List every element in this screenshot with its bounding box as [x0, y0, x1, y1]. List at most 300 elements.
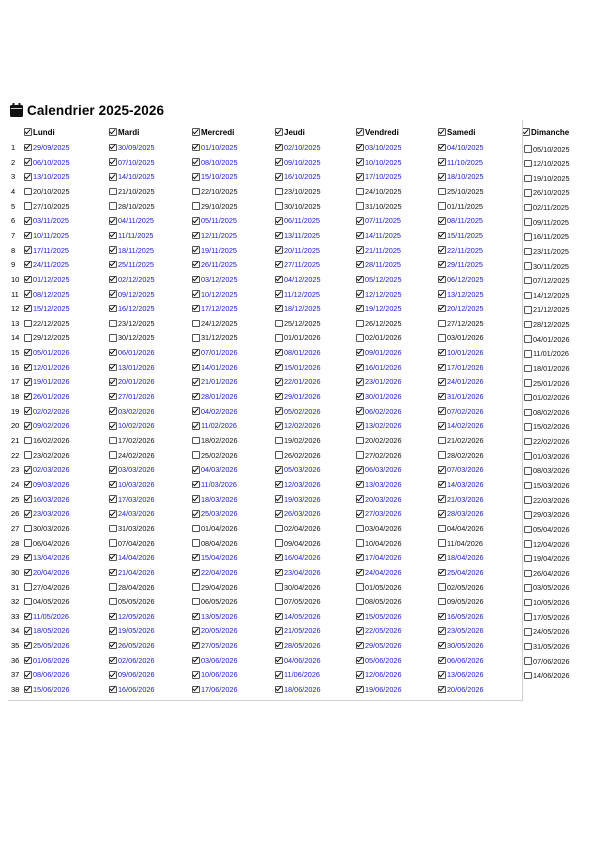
date-cell[interactable]: [356, 669, 402, 680]
checkbox[interactable]: [275, 481, 283, 489]
checkbox[interactable]: [24, 158, 32, 166]
checkbox[interactable]: [192, 202, 200, 210]
date-cell-dimanche[interactable]: [524, 275, 570, 286]
date-cell[interactable]: [109, 669, 155, 680]
date-cell-dimanche[interactable]: [524, 568, 570, 579]
checkbox[interactable]: [109, 569, 117, 577]
checkbox[interactable]: [524, 555, 532, 563]
date-cell[interactable]: [24, 391, 70, 402]
checkbox[interactable]: [275, 290, 283, 298]
date-cell[interactable]: [109, 538, 155, 549]
date-cell-dimanche[interactable]: [524, 290, 570, 301]
date-cell[interactable]: [275, 625, 321, 636]
checkbox[interactable]: [192, 525, 200, 533]
checkbox[interactable]: [356, 686, 364, 694]
checkbox[interactable]: [438, 495, 446, 503]
checkbox[interactable]: [24, 128, 32, 136]
checkbox[interactable]: [438, 246, 446, 254]
date-cell-dimanche[interactable]: [524, 582, 570, 593]
checkbox[interactable]: [24, 451, 32, 459]
date-cell[interactable]: [275, 347, 321, 358]
checkbox[interactable]: [192, 657, 200, 665]
checkbox[interactable]: [192, 671, 200, 679]
checkbox[interactable]: [109, 437, 117, 445]
checkbox[interactable]: [192, 188, 200, 196]
checkbox[interactable]: [524, 306, 532, 314]
date-cell[interactable]: [275, 655, 321, 666]
date-cell[interactable]: [192, 376, 238, 387]
date-cell[interactable]: [438, 538, 483, 549]
checkbox[interactable]: [524, 613, 532, 621]
checkbox[interactable]: [356, 334, 364, 342]
date-cell[interactable]: [109, 611, 155, 622]
date-cell[interactable]: [438, 274, 484, 285]
checkbox[interactable]: [109, 364, 117, 372]
checkbox[interactable]: [109, 393, 117, 401]
checkbox[interactable]: [192, 246, 200, 254]
checkbox[interactable]: [356, 144, 364, 152]
date-cell[interactable]: [275, 611, 321, 622]
date-cell[interactable]: [356, 318, 402, 329]
checkbox[interactable]: [438, 378, 446, 386]
checkbox[interactable]: [356, 451, 364, 459]
checkbox[interactable]: [275, 261, 283, 269]
date-cell[interactable]: [275, 582, 321, 593]
date-cell[interactable]: [275, 318, 321, 329]
checkbox[interactable]: [192, 173, 200, 181]
date-cell[interactable]: [438, 523, 484, 534]
date-cell[interactable]: [192, 142, 238, 153]
date-cell[interactable]: [356, 245, 401, 256]
checkbox[interactable]: [275, 320, 283, 328]
date-cell[interactable]: [275, 538, 321, 549]
date-cell-dimanche[interactable]: [524, 656, 570, 667]
date-cell[interactable]: [24, 215, 69, 226]
date-cell[interactable]: [275, 669, 320, 680]
date-cell-dimanche[interactable]: [524, 173, 570, 184]
checkbox[interactable]: [192, 422, 200, 430]
checkbox[interactable]: [438, 466, 446, 474]
checkbox[interactable]: [24, 173, 32, 181]
date-cell[interactable]: [109, 274, 155, 285]
date-cell[interactable]: [109, 391, 155, 402]
checkbox[interactable]: [524, 262, 532, 270]
date-cell[interactable]: [356, 684, 402, 695]
checkbox[interactable]: [24, 320, 32, 328]
checkbox[interactable]: [275, 437, 283, 445]
date-cell-dimanche[interactable]: [524, 231, 569, 242]
checkbox[interactable]: [275, 246, 283, 254]
date-cell[interactable]: [356, 201, 402, 212]
date-cell-dimanche[interactable]: [524, 334, 570, 345]
date-cell[interactable]: [356, 303, 402, 314]
date-cell[interactable]: [438, 230, 483, 241]
date-cell[interactable]: [438, 406, 484, 417]
date-cell[interactable]: [192, 523, 238, 534]
date-cell[interactable]: [438, 582, 484, 593]
date-cell[interactable]: [356, 655, 402, 666]
date-cell[interactable]: [24, 523, 70, 534]
checkbox[interactable]: [438, 642, 446, 650]
date-cell[interactable]: [356, 479, 402, 490]
checkbox[interactable]: [524, 526, 532, 534]
checkbox[interactable]: [192, 686, 200, 694]
checkbox[interactable]: [438, 188, 446, 196]
date-cell[interactable]: [438, 625, 484, 636]
date-cell[interactable]: [24, 230, 69, 241]
checkbox[interactable]: [192, 276, 200, 284]
checkbox[interactable]: [109, 598, 117, 606]
date-cell[interactable]: [356, 157, 402, 168]
date-cell[interactable]: [192, 289, 238, 300]
date-cell[interactable]: [438, 596, 484, 607]
date-cell[interactable]: [438, 391, 484, 402]
date-cell[interactable]: [192, 230, 237, 241]
checkbox[interactable]: [24, 305, 32, 313]
date-cell[interactable]: [275, 171, 321, 182]
checkbox[interactable]: [524, 570, 532, 578]
checkbox[interactable]: [109, 261, 117, 269]
checkbox[interactable]: [192, 232, 200, 240]
date-cell[interactable]: [192, 362, 238, 373]
date-cell[interactable]: [275, 391, 321, 402]
date-cell[interactable]: [438, 142, 484, 153]
checkbox[interactable]: [438, 290, 446, 298]
date-cell-dimanche[interactable]: [524, 524, 570, 535]
checkbox[interactable]: [109, 276, 117, 284]
checkbox[interactable]: [109, 627, 117, 635]
date-cell[interactable]: [109, 230, 153, 241]
date-cell-dimanche[interactable]: [524, 670, 570, 681]
checkbox[interactable]: [24, 232, 32, 240]
date-cell[interactable]: [109, 552, 155, 563]
checkbox[interactable]: [192, 569, 200, 577]
date-cell[interactable]: [109, 186, 155, 197]
date-cell[interactable]: [109, 464, 155, 475]
date-cell-dimanche[interactable]: [524, 407, 570, 418]
date-cell[interactable]: [24, 669, 70, 680]
checkbox[interactable]: [192, 407, 200, 415]
checkbox[interactable]: [438, 305, 446, 313]
checkbox[interactable]: [524, 218, 532, 226]
checkbox[interactable]: [192, 510, 200, 518]
checkbox[interactable]: [275, 554, 283, 562]
checkbox[interactable]: [24, 349, 32, 357]
checkbox[interactable]: [438, 128, 446, 136]
date-cell[interactable]: [24, 684, 70, 695]
checkbox[interactable]: [356, 217, 364, 225]
checkbox[interactable]: [275, 349, 283, 357]
checkbox[interactable]: [275, 569, 283, 577]
date-cell-dimanche[interactable]: [524, 495, 570, 506]
checkbox[interactable]: [192, 554, 200, 562]
checkbox[interactable]: [24, 378, 32, 386]
checkbox[interactable]: [438, 202, 446, 210]
checkbox[interactable]: [524, 657, 532, 665]
date-cell[interactable]: [438, 479, 484, 490]
checkbox[interactable]: [275, 539, 283, 547]
date-cell[interactable]: [24, 332, 70, 343]
date-cell[interactable]: [356, 494, 402, 505]
checkbox[interactable]: [356, 481, 364, 489]
checkbox[interactable]: [356, 261, 364, 269]
checkbox[interactable]: [524, 628, 532, 636]
date-cell[interactable]: [356, 289, 402, 300]
checkbox[interactable]: [356, 539, 364, 547]
checkbox[interactable]: [24, 569, 32, 577]
date-cell[interactable]: [24, 611, 69, 622]
checkbox[interactable]: [524, 409, 532, 417]
date-cell[interactable]: [192, 538, 238, 549]
date-cell[interactable]: [438, 508, 484, 519]
date-cell[interactable]: [356, 435, 402, 446]
checkbox[interactable]: [275, 334, 283, 342]
date-cell[interactable]: [438, 494, 484, 505]
checkbox[interactable]: [275, 598, 283, 606]
checkbox[interactable]: [192, 334, 200, 342]
checkbox[interactable]: [109, 320, 117, 328]
date-cell[interactable]: [109, 479, 155, 490]
date-cell[interactable]: [438, 552, 484, 563]
checkbox[interactable]: [24, 510, 32, 518]
checkbox[interactable]: [438, 320, 446, 328]
checkbox[interactable]: [109, 686, 117, 694]
checkbox[interactable]: [275, 407, 283, 415]
checkbox[interactable]: [275, 451, 283, 459]
date-cell[interactable]: [192, 420, 237, 431]
date-cell[interactable]: [356, 186, 402, 197]
date-cell[interactable]: [356, 362, 402, 373]
date-cell[interactable]: [275, 215, 320, 226]
checkbox[interactable]: [192, 261, 200, 269]
date-cell[interactable]: [24, 201, 70, 212]
date-cell[interactable]: [109, 362, 155, 373]
date-cell[interactable]: [24, 362, 70, 373]
date-cell[interactable]: [192, 684, 238, 695]
checkbox[interactable]: [192, 128, 200, 136]
date-cell[interactable]: [109, 171, 155, 182]
date-cell-dimanche[interactable]: [524, 158, 570, 169]
date-cell[interactable]: [192, 186, 238, 197]
checkbox[interactable]: [356, 232, 364, 240]
checkbox[interactable]: [522, 128, 530, 136]
date-cell[interactable]: [356, 450, 402, 461]
date-cell[interactable]: [109, 245, 154, 256]
date-cell[interactable]: [192, 215, 237, 226]
date-cell[interactable]: [24, 582, 70, 593]
checkbox[interactable]: [109, 539, 117, 547]
checkbox[interactable]: [24, 539, 32, 547]
date-cell[interactable]: [192, 332, 238, 343]
date-cell[interactable]: [438, 259, 483, 270]
date-cell[interactable]: [192, 479, 237, 490]
checkbox[interactable]: [438, 583, 446, 591]
checkbox[interactable]: [356, 349, 364, 357]
checkbox[interactable]: [524, 335, 532, 343]
checkbox[interactable]: [192, 539, 200, 547]
checkbox[interactable]: [109, 583, 117, 591]
date-cell[interactable]: [192, 318, 238, 329]
date-cell-dimanche[interactable]: [524, 378, 570, 389]
date-cell[interactable]: [438, 362, 484, 373]
checkbox[interactable]: [192, 349, 200, 357]
checkbox[interactable]: [24, 393, 32, 401]
date-cell[interactable]: [356, 391, 402, 402]
checkbox[interactable]: [438, 569, 446, 577]
date-cell[interactable]: [24, 406, 70, 417]
date-cell[interactable]: [356, 464, 402, 475]
checkbox[interactable]: [524, 496, 532, 504]
date-cell[interactable]: [24, 420, 70, 431]
date-cell[interactable]: [24, 538, 70, 549]
date-cell[interactable]: [275, 201, 321, 212]
date-cell[interactable]: [24, 640, 70, 651]
checkbox[interactable]: [438, 261, 446, 269]
date-cell[interactable]: [275, 142, 321, 153]
date-cell[interactable]: [24, 259, 69, 270]
date-cell[interactable]: [356, 142, 402, 153]
date-cell[interactable]: [24, 376, 70, 387]
date-cell[interactable]: [192, 245, 237, 256]
checkbox[interactable]: [24, 246, 32, 254]
checkbox[interactable]: [438, 349, 446, 357]
date-cell[interactable]: [192, 347, 238, 358]
checkbox[interactable]: [524, 365, 532, 373]
checkbox[interactable]: [24, 144, 32, 152]
date-cell-dimanche[interactable]: [524, 612, 570, 623]
date-cell-dimanche[interactable]: [524, 465, 570, 476]
checkbox[interactable]: [109, 642, 117, 650]
date-cell[interactable]: [356, 582, 402, 593]
checkbox[interactable]: [109, 173, 117, 181]
checkbox[interactable]: [356, 378, 364, 386]
checkbox[interactable]: [524, 189, 532, 197]
date-cell[interactable]: [192, 406, 238, 417]
checkbox[interactable]: [109, 158, 117, 166]
date-cell[interactable]: [24, 142, 70, 153]
date-cell[interactable]: [24, 655, 70, 666]
checkbox[interactable]: [356, 305, 364, 313]
checkbox[interactable]: [24, 334, 32, 342]
checkbox[interactable]: [524, 204, 532, 212]
checkbox[interactable]: [109, 246, 117, 254]
date-cell[interactable]: [192, 259, 237, 270]
checkbox[interactable]: [192, 627, 200, 635]
date-cell[interactable]: [438, 201, 483, 212]
date-cell[interactable]: [438, 332, 484, 343]
checkbox[interactable]: [24, 583, 32, 591]
date-cell[interactable]: [24, 596, 70, 607]
date-cell-dimanche[interactable]: [524, 363, 570, 374]
checkbox[interactable]: [438, 217, 446, 225]
date-cell[interactable]: [275, 508, 321, 519]
date-cell[interactable]: [24, 464, 70, 475]
checkbox[interactable]: [192, 613, 200, 621]
checkbox[interactable]: [109, 217, 117, 225]
date-cell[interactable]: [438, 347, 484, 358]
checkbox[interactable]: [356, 320, 364, 328]
date-cell-dimanche[interactable]: [524, 319, 570, 330]
checkbox[interactable]: [24, 466, 32, 474]
date-cell[interactable]: [192, 274, 238, 285]
date-cell[interactable]: [24, 347, 70, 358]
date-cell-dimanche[interactable]: [524, 246, 569, 257]
date-cell-dimanche[interactable]: [524, 187, 570, 198]
checkbox[interactable]: [356, 583, 364, 591]
date-cell[interactable]: [109, 201, 155, 212]
checkbox[interactable]: [275, 671, 283, 679]
date-cell[interactable]: [192, 171, 238, 182]
checkbox[interactable]: [524, 599, 532, 607]
date-cell[interactable]: [275, 362, 321, 373]
checkbox[interactable]: [524, 423, 532, 431]
date-cell[interactable]: [24, 274, 70, 285]
date-cell[interactable]: [356, 406, 402, 417]
date-cell-dimanche[interactable]: [524, 597, 570, 608]
checkbox[interactable]: [109, 422, 117, 430]
checkbox[interactable]: [438, 232, 446, 240]
date-cell[interactable]: [109, 596, 155, 607]
date-cell-dimanche[interactable]: [524, 436, 570, 447]
checkbox[interactable]: [109, 202, 117, 210]
checkbox[interactable]: [24, 188, 32, 196]
checkbox[interactable]: [356, 613, 364, 621]
checkbox[interactable]: [109, 378, 117, 386]
date-cell[interactable]: [192, 303, 238, 314]
date-cell[interactable]: [109, 625, 155, 636]
date-cell[interactable]: [275, 303, 321, 314]
date-cell[interactable]: [356, 508, 402, 519]
checkbox[interactable]: [524, 233, 532, 241]
checkbox[interactable]: [275, 393, 283, 401]
date-cell-dimanche[interactable]: [524, 626, 570, 637]
date-cell[interactable]: [275, 186, 321, 197]
checkbox[interactable]: [356, 627, 364, 635]
checkbox[interactable]: [275, 657, 283, 665]
checkbox[interactable]: [438, 686, 446, 694]
date-cell[interactable]: [356, 552, 402, 563]
checkbox[interactable]: [356, 276, 364, 284]
date-cell[interactable]: [109, 523, 155, 534]
date-cell[interactable]: [275, 406, 321, 417]
date-cell[interactable]: [109, 259, 154, 270]
checkbox[interactable]: [438, 554, 446, 562]
date-cell[interactable]: [356, 567, 402, 578]
checkbox[interactable]: [109, 232, 117, 240]
checkbox[interactable]: [524, 350, 532, 358]
date-cell[interactable]: [192, 494, 238, 505]
date-cell[interactable]: [438, 376, 484, 387]
date-cell[interactable]: [438, 450, 484, 461]
checkbox[interactable]: [524, 292, 532, 300]
checkbox[interactable]: [524, 672, 532, 680]
checkbox[interactable]: [356, 422, 364, 430]
date-cell[interactable]: [438, 215, 483, 226]
checkbox[interactable]: [524, 511, 532, 519]
date-cell[interactable]: [438, 655, 484, 666]
checkbox[interactable]: [109, 407, 117, 415]
date-cell[interactable]: [24, 303, 70, 314]
date-cell[interactable]: [24, 171, 70, 182]
date-cell[interactable]: [356, 274, 402, 285]
date-cell[interactable]: [438, 171, 484, 182]
checkbox[interactable]: [438, 393, 446, 401]
date-cell-dimanche[interactable]: [524, 451, 570, 462]
checkbox[interactable]: [24, 202, 32, 210]
checkbox[interactable]: [524, 467, 532, 475]
checkbox[interactable]: [109, 481, 117, 489]
date-cell-dimanche[interactable]: [524, 509, 570, 520]
